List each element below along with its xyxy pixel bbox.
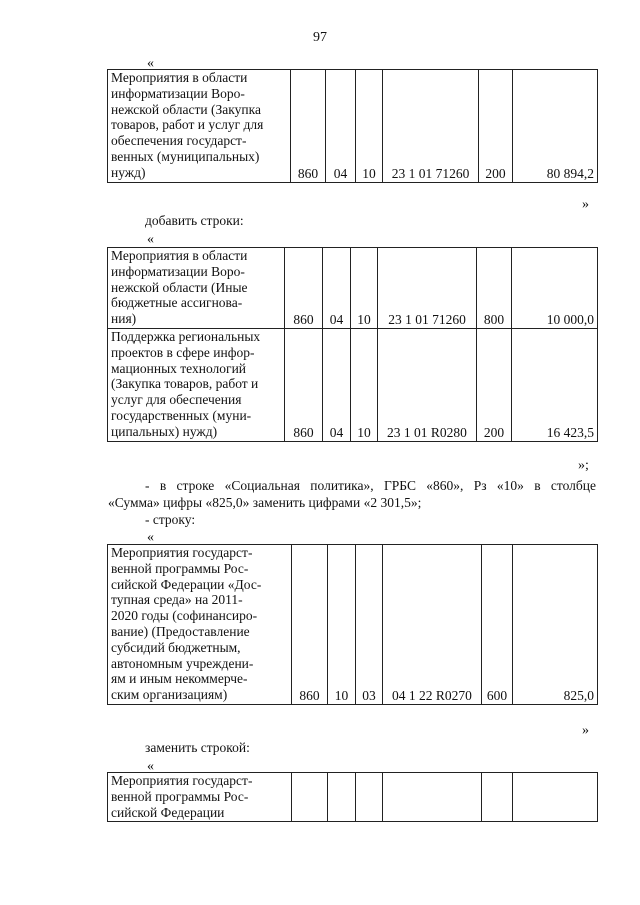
open-quote: « — [147, 530, 154, 545]
description-line: мационных технологий — [111, 360, 247, 376]
description-line: вание) (Предоставление — [111, 623, 250, 639]
instruction-line-3: - строку: — [145, 512, 196, 527]
csr-cell: 23 1 01 71260 — [383, 70, 479, 183]
sum-cell: 16 423,5 — [512, 328, 598, 441]
description-line: товаров, работ и услуг для — [111, 117, 264, 133]
rz-cell: 04 — [323, 328, 351, 441]
budget-table-3 — [107, 544, 598, 705]
table-row — [108, 248, 598, 329]
sum-cell — [513, 773, 598, 822]
csr-cell — [383, 773, 482, 822]
description-line: бюджетные ассигнова- — [111, 295, 243, 311]
sum-cell: 825,0 — [513, 545, 598, 705]
row-description — [108, 70, 291, 183]
rz-cell — [328, 773, 356, 822]
budget-table-1 — [107, 69, 598, 183]
description-line: ципальных) нужд) — [111, 423, 218, 439]
vr-cell: 200 — [477, 328, 512, 441]
description-line: сийской Федерации — [111, 804, 225, 820]
open-quote: « — [147, 56, 154, 71]
description-line: нежской области (Иные — [111, 279, 248, 295]
description-line: Поддержка региональных — [111, 328, 261, 344]
open-quote: « — [147, 232, 154, 247]
budget-table-4 — [107, 772, 598, 822]
close-quote: » — [582, 197, 589, 212]
description-line: информатизации Воро- — [111, 263, 245, 279]
open-quote: « — [147, 759, 154, 774]
description-line: ским организациям) — [111, 687, 228, 703]
table-row — [108, 70, 598, 183]
description-line: ния) — [111, 311, 137, 327]
table-row — [108, 545, 598, 705]
row-description — [108, 328, 285, 441]
description-line: венных (муниципальных) — [111, 148, 260, 164]
csr-cell: 23 1 01 71260 — [378, 248, 477, 329]
rz-cell: 04 — [326, 70, 356, 183]
description-line: тупная среда» на 2011- — [111, 592, 243, 608]
close-quote-semicolon: »; — [578, 458, 589, 473]
description-line: сийской Федерации «Дос- — [111, 576, 262, 592]
description-line: субсидий бюджетным, — [111, 639, 241, 655]
description-line: (Закупка товаров, работ и — [111, 376, 259, 392]
table-row — [108, 328, 598, 441]
page-number: 97 — [313, 30, 327, 45]
description-line: Мероприятия в области — [111, 248, 248, 263]
description-line: обеспечения государст- — [111, 133, 247, 149]
description-line: ям и иным некоммерче- — [111, 671, 248, 687]
pr-cell: 10 — [351, 328, 378, 441]
grbs-cell — [292, 773, 328, 822]
grbs-cell: 860 — [291, 70, 326, 183]
description-line: венной программы Рос- — [111, 788, 249, 804]
description-line: нежской области (Закупка — [111, 101, 261, 117]
description-line: венной программы Рос- — [111, 560, 249, 576]
row-description — [108, 773, 292, 822]
pr-cell: 10 — [356, 70, 383, 183]
sum-cell: 80 894,2 — [513, 70, 598, 183]
description-line: Мероприятия государст- — [111, 545, 253, 560]
budget-table-2 — [107, 247, 598, 442]
replace-with-text: заменить строкой: — [145, 740, 250, 755]
pr-cell: 10 — [351, 248, 378, 329]
instruction-line-1: - в строке «Социальная политика», ГРБС «860», Рз «10» в столбце — [145, 478, 596, 493]
description-line: Мероприятия в области — [111, 70, 248, 85]
description-line: нужд) — [111, 164, 146, 180]
vr-cell — [482, 773, 513, 822]
grbs-cell: 860 — [285, 248, 323, 329]
grbs-cell: 860 — [292, 545, 328, 705]
description-line: государственных (муни- — [111, 407, 252, 423]
table-row — [108, 773, 598, 822]
description-line: проектов в сфере инфор- — [111, 344, 255, 360]
vr-cell: 800 — [477, 248, 512, 329]
pr-cell — [356, 773, 383, 822]
csr-cell: 04 1 22 R0270 — [383, 545, 482, 705]
instruction-line-2: «Сумма» цифры «825,0» заменить цифрами «2 301,5»; — [108, 495, 422, 510]
row-description — [108, 545, 292, 705]
row-description — [108, 248, 285, 329]
close-quote: » — [582, 723, 589, 738]
pr-cell: 03 — [356, 545, 383, 705]
csr-cell: 23 1 01 R0280 — [378, 328, 477, 441]
rz-cell: 04 — [323, 248, 351, 329]
vr-cell: 200 — [479, 70, 513, 183]
rz-cell: 10 — [328, 545, 356, 705]
description-line: 2020 годы (софинансиро- — [111, 608, 258, 624]
description-line: Мероприятия государст- — [111, 773, 253, 788]
add-rows-text: добавить строки: — [145, 213, 244, 228]
description-line: автономным учреждени- — [111, 655, 254, 671]
vr-cell: 600 — [482, 545, 513, 705]
grbs-cell: 860 — [285, 328, 323, 441]
description-line: информатизации Воро- — [111, 85, 245, 101]
sum-cell: 10 000,0 — [512, 248, 598, 329]
description-line: услуг для обеспечения — [111, 392, 242, 408]
